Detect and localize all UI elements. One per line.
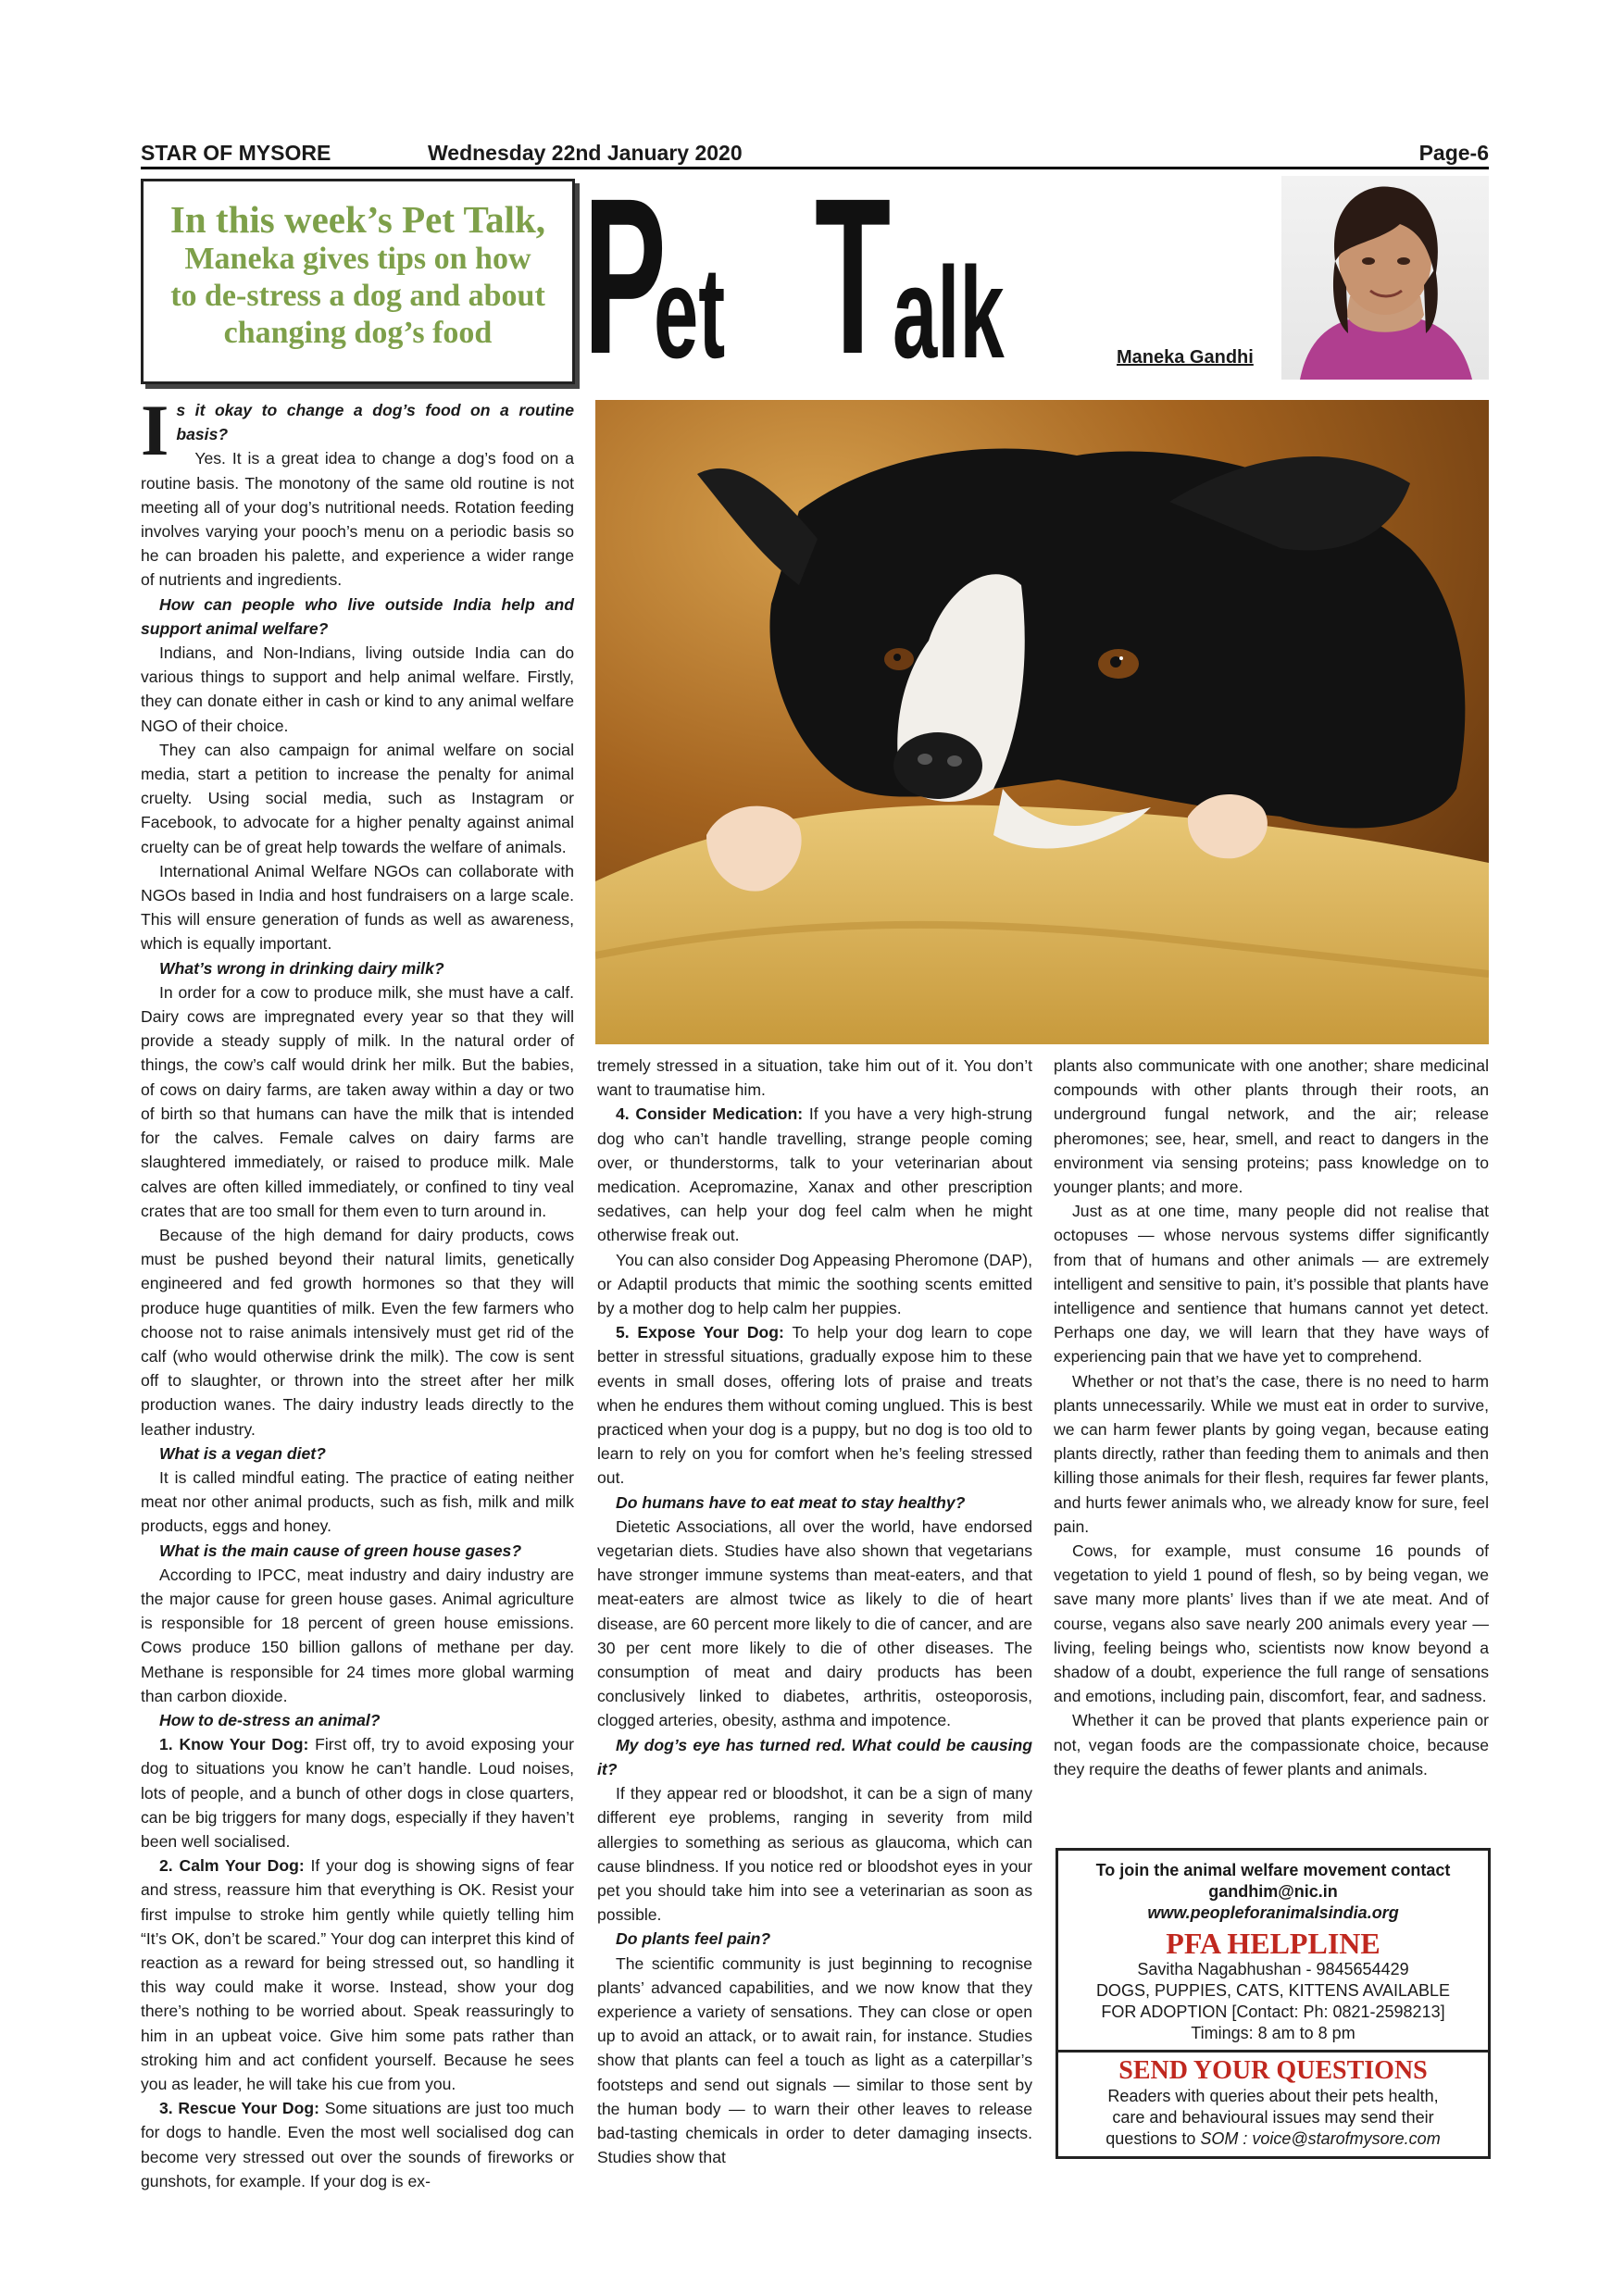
paragraph-cows: Cows, for example, must consume 16 pounds of vegetation to yield 1 pound of flesh, so by being vegan, we save many more plants’ lives than if we ate meat. And of course, vegans also save nearly 200 animals every year — living, feeling beings who, scientists now know beyond a shadow of a doubt, experience the full range of sensations and emotions, including pain, discomfort, fear, and sadness. xyxy=(1054,1541,1489,1706)
question-5: What is the main cause of green house gases? xyxy=(159,1541,522,1560)
adoption-line-1: DOGS, PUPPIES, CATS, KITTENS AVAILABLE xyxy=(1095,1981,1451,2000)
column-title xyxy=(583,152,1139,400)
answer-9: The scientific community is just beginning to recognise plants’ advanced capabilities, and we now know that they experience a variety of sensations. They can close or open up to avoid an attack, or to await rain, for instance. Studies show that plants can feel a touch as light as a caterpillar’s footsteps and send out signals — similar to those sent by the human body — to warn their other leaves to release bad-tasting chemicals in order to deter damaging insects. Studies show that xyxy=(597,1953,1032,2167)
send-email[interactable]: SOM : voice@starofmysore.com xyxy=(1200,2129,1441,2148)
paragraph-conclusion: Whether it can be proved that plants experience pain or not, vegan foods are the compassionate choice, because they require the deaths of fewer plants and animals. xyxy=(1054,1711,1489,1778)
tip-4 xyxy=(597,1102,1032,1247)
question-6: How to de-stress an animal? xyxy=(159,1710,381,1729)
answer-9-continued: plants also communicate with one another; share medicinal compounds with other plants through their roots, an underground fungal network, and the air; release pheromones; see, hear, smell, and react to dangers in the environment via sensing proteins; pass knowledge on to younger plants; and more. xyxy=(1054,1056,1489,1197)
teaser-box xyxy=(141,179,575,384)
tip-1-text: First off, try to avoid exposing your dog to situations you know he can’t handle. Loud noises, lots of people, and a bunch of other dogs in close quarters, can be big triggers for many dogs, especially if they haven’t been well socialised. xyxy=(141,1735,574,1851)
title-alk: alk xyxy=(893,240,1005,385)
send-questions-title: SEND YOUR QUESTIONS xyxy=(1118,2056,1428,2085)
send-line-1: Readers with queries about their pets health, xyxy=(1107,2087,1439,2105)
contact-box xyxy=(1056,1848,1491,2159)
byline: Maneka Gandhi xyxy=(1117,347,1254,368)
join-text: To join the animal welfare movement contact xyxy=(1095,1861,1451,1879)
answer-8: If they appear red or bloodshot, it can be a sign of many different eye problems, ranging in severity from mild allergies to something as serious as glaucoma, which can cause blindness. If you notice red or bloodshot eyes in your pet you should take him into see a veterinarian as soon as possible. xyxy=(597,1784,1032,1925)
title-p: P xyxy=(583,152,667,400)
tip-2-title: 2. Calm Your Dog: xyxy=(159,1856,305,1876)
answer-2c: International Animal Welfare NGOs can collaborate with NGOs based in India and host fundraisers on a large scale. This will ensure generation of funds as well as awareness, which is equally important. xyxy=(141,861,574,954)
tip-1-title: 1. Know Your Dog: xyxy=(159,1735,309,1754)
tip-2-text: If your dog is showing signs of fear and stress, reassure him that everything is OK. Resist your first impulse to stroke him gently while quietly telling him “It’s OK, don’t be scared.” Your dog can interpret this kind of reaction as a reward for being stressed out, so handling it this way could make it worse. Instead, show your dog there’s nothing to be worried about. Speak reassuringly to him in an upbeat voice. Give him some pats rather than stroking him and act confident yourself. Because he sees you as leader, he will take his cue from you. xyxy=(141,1856,575,2094)
question-1: s it okay to change a dog’s food on a routine basis? xyxy=(176,401,574,444)
tip-4-text: If you have a very high-strung dog who can’t handle travelling, strange people coming over, or thunderstorms, talk to your veterinarian about medication. Acepromazine, Xanax and other prescription sedatives, can help your dog feel calm when he might otherwise freak out. xyxy=(597,1104,1032,1245)
helpline-title: PFA HELPLINE xyxy=(1166,1927,1380,1960)
tip-5 xyxy=(597,1320,1032,1490)
send-line-3 xyxy=(1058,2128,1488,2150)
article-column-3 xyxy=(1054,1054,1489,1781)
tip-2 xyxy=(141,1853,574,2096)
question-8: My dog’s eye has turned red. What could be causing it? xyxy=(597,1735,1032,1778)
tip-5-text: To help your dog learn to cope better in stressful situations, gradually expose him to these events in small doses, offering lots of praise and treats when he endures them without coming unglued. This is best practiced when your dog is a puppy, but no dog is too old to learn to rely on you for comfort when he’s feeling stressed out. xyxy=(597,1323,1032,1488)
answer-3a: In order for a cow to produce milk, she must have a calf. Dairy cows are impregnated every year so that they will provide a steady supply of milk. In the natural order of things, the cow’s calf would drink her milk. But the babies, of cows on dairy farms, are taken away within a day or two of birth so that humans can have the milk that is intended for the calves. Female calves on dairy farms are slaughtered immediately, or raised to produce milk. Male calves are often killed immediately, or confined to tiny veal crates that are too small for them even to turn around in. xyxy=(141,982,574,1220)
answer-7: Dietetic Associations, all over the world, have endorsed vegetarian diets. Studies have also shown that vegetarians have stronger immune systems than meat-eaters, and that meat-eaters are almost twice as likely to die of heart disease, are 60 percent more likely to die of cancer, and are 30 per cent more likely to die of other diseases. The consumption of meat and dairy products has been conclusively linked to diabetes, arthritis, osteoporosis, clogged arteries, obesity, asthma and impotence. xyxy=(597,1516,1032,1730)
teaser-line-2: Maneka gives tips on how xyxy=(184,242,531,276)
tip-4b: You can also consider Dog Appeasing Pheromone (DAP), or Adaptil products that mimic the soothing scents emitted by a mother dog to help calm her puppies. xyxy=(597,1250,1032,1318)
answer-4: It is called mindful eating. The practice of eating neither meat nor other animal products, such as fish, milk and milk products, eggs and honey. xyxy=(141,1467,574,1536)
issue-date: Wednesday 22nd January 2020 xyxy=(428,141,743,165)
tip-3-text: Some situations are just too much for dogs to handle. Even the most well socialised dog can become very stressed out over the sounds of fireworks or gunshots, for example. If your dog is ex- xyxy=(141,2099,574,2190)
question-3: What’s wrong in drinking dairy milk? xyxy=(159,958,444,978)
teaser-line-1: In this week’s Pet Talk, xyxy=(169,198,546,241)
page-number: Page-6 xyxy=(1418,141,1489,165)
drop-cap: I xyxy=(141,390,169,470)
divider xyxy=(1058,2050,1488,2150)
contact-email[interactable]: gandhim@nic.in xyxy=(1208,1882,1338,1901)
answer-5: According to IPCC, meat industry and dairy industry are the major cause for green house gases. Animal agriculture is responsible for 18 percent of green house emissions. Cows produce 150 billion gallons of methane per day. Methane is responsible for 24 times more global warming than carbon dioxide. xyxy=(141,1565,574,1705)
tip-3 xyxy=(141,2096,574,2193)
title-et: et xyxy=(654,240,726,385)
answer-2b: They can also campaign for animal welfare on social media, start a petition to increase the penalty for animal cruelty. Using social media, such as Instagram or Facebook, to advocate for a higher penalty against animal cruelty can be of great help towards the welfare of animals. xyxy=(141,740,574,856)
article-column-1 xyxy=(141,390,575,2193)
teaser-line-4: changing dog’s food xyxy=(223,316,493,350)
contact-website[interactable]: www.peopleforanimalsindia.org xyxy=(1147,1903,1399,1922)
send-line-2: care and behavioural issues may send their xyxy=(1112,2108,1434,2127)
question-2: How can people who live outside India help and support animal welfare? xyxy=(141,594,574,638)
article-column-2 xyxy=(597,1054,1032,2169)
tip-5-title: 5. Expose Your Dog: xyxy=(616,1323,784,1342)
tip-1 xyxy=(141,1732,574,1853)
author-photo xyxy=(1281,176,1489,380)
adoption-line-2: FOR ADOPTION [Contact: Ph: 0821-2598213] xyxy=(1101,2003,1445,2021)
send-line-3-prefix: questions to xyxy=(1106,2129,1201,2148)
question-4: What is a vegan diet? xyxy=(159,1443,326,1463)
question-9: Do plants feel pain? xyxy=(616,1929,771,1949)
helpline-timings: Timings: 8 am to 8 pm xyxy=(1191,2024,1355,2042)
answer-1: Yes. It is a great idea to change a dog’s food on a routine basis. The monotony of the same old routine is not meeting all of your dog’s nutritional needs. Rotation feeding involves varying your pooch’s menu on a periodic basis so he can broaden his palette, and experience a wider range of nutrients and ingredients. xyxy=(141,449,574,590)
title-t: T xyxy=(815,152,892,400)
teaser-line-3: to de-stress a dog and about xyxy=(170,279,545,313)
answer-2a: Indians, and Non-Indians, living outside India can do various things to support and help animal welfare. Firstly, they can donate either in cash or kind to any animal welfare NGO of their choice. xyxy=(141,643,574,735)
helpline-contact: Savitha Nagabhushan - 9845654429 xyxy=(1137,1960,1409,1978)
tip-3-continued: tremely stressed in a situation, take him out of it. You don’t want to traumatise him. xyxy=(597,1056,1032,1100)
paper-name: STAR OF MYSORE xyxy=(141,141,331,165)
answer-3b: Because of the high demand for dairy products, cows must be pushed beyond their natural limits, genetically engineered and fed growth hormones so that they will produce huge quantities of milk. Even the few farmers who choose not to raise animals intensively must get rid of the calf (who would otherwise drink the milk). The cow is sent off to slaughter, or thrown into the street after her milk production wanes. The dairy industry leads directly to the leather industry. xyxy=(141,1225,574,1439)
dog-photo xyxy=(595,400,1489,1044)
question-7: Do humans have to eat meat to stay healthy? xyxy=(616,1492,966,1512)
paragraph-harm: Whether or not that’s the case, there is no need to harm plants unnecessarily. While we must eat in order to survive, we can harm fewer plants by going vegan, because eating plants directly, rather than feeding them to animals and then killing those animals for their flesh, requires far fewer plants, and hurts fewer animals who, we already know for sure, feel pain. xyxy=(1054,1371,1489,1536)
tip-4-title: 4. Consider Medication: xyxy=(616,1104,804,1124)
tip-3-title: 3. Rescue Your Dog: xyxy=(159,2099,319,2118)
paragraph-octopus: Just as at one time, many people did not realise that octopuses — whose nervous systems differ significantly from that of humans and other animals — are extremely intelligent and sensitive to pain, it’s possible that plants have intelligence and sentience that humans cannot yet detect. Perhaps one day, we will learn that they have ways of experiencing pain that we have yet to comprehend. xyxy=(1054,1202,1489,1366)
